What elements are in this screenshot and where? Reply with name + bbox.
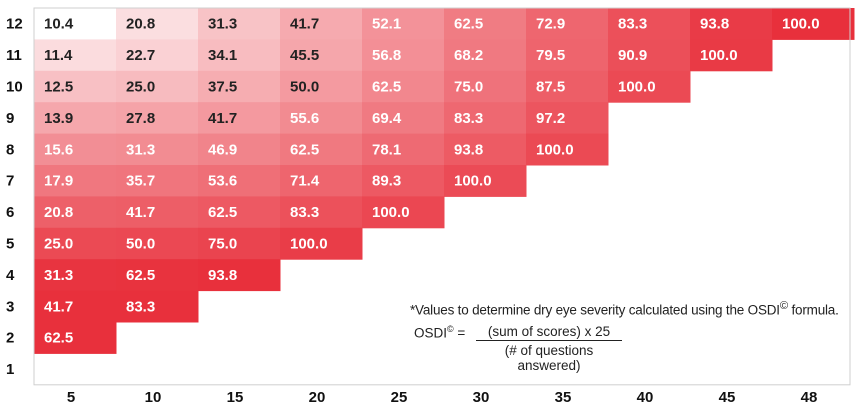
- x-tick-label: 20: [308, 389, 326, 406]
- cell-value: 100.0: [618, 78, 656, 96]
- cell-value: 83.3: [618, 15, 648, 33]
- cell-value: 53.6: [208, 172, 238, 190]
- cell-value: 62.5: [126, 266, 156, 284]
- formula-equals: =: [453, 325, 466, 340]
- x-tick-label: 30: [472, 389, 490, 406]
- cell-value: 89.3: [372, 172, 402, 190]
- formula-copyright: ©: [447, 323, 454, 334]
- cell-value: 25.0: [126, 78, 156, 96]
- cell-value: 75.0: [208, 235, 238, 253]
- cell-value: 87.5: [536, 78, 566, 96]
- cell-value: 100.0: [782, 15, 820, 33]
- cell-value: 41.7: [208, 109, 238, 127]
- cell-value: 93.8: [700, 15, 730, 33]
- x-tick-label: 48: [800, 389, 818, 406]
- cell-value: 37.5: [208, 78, 238, 96]
- cell-value: 41.7: [290, 15, 320, 33]
- y-tick-label: 8: [6, 141, 15, 159]
- cell-value: 62.5: [290, 141, 320, 159]
- cell-value: 90.9: [618, 47, 648, 65]
- formula-osdi-label: OSDI: [414, 325, 448, 340]
- cell-value: 10.4: [44, 15, 74, 33]
- cell-value: 100.0: [700, 47, 738, 65]
- cell-value: 78.1: [372, 141, 402, 159]
- cell-value: 15.6: [44, 141, 74, 159]
- footnote-copyright: ©: [779, 300, 788, 312]
- cell-value: 13.9: [44, 109, 74, 127]
- footnote: [410, 300, 850, 373]
- x-tick-label: 40: [636, 389, 654, 406]
- cell-value: 41.7: [126, 204, 156, 222]
- cell-value: 20.8: [44, 204, 74, 222]
- cell-value: 41.7: [44, 298, 74, 316]
- cell-value: 34.1: [208, 47, 238, 65]
- cell-value: 31.3: [44, 266, 74, 284]
- cell-value: 83.3: [126, 298, 156, 316]
- cell-value: 69.4: [372, 109, 402, 127]
- cell-value: 45.5: [290, 47, 320, 65]
- x-tick-label: 25: [390, 389, 408, 406]
- cell-value: 46.9: [208, 141, 238, 159]
- x-axis-labels: [67, 389, 818, 406]
- y-tick-label: 10: [6, 78, 23, 96]
- cell-value: 50.0: [290, 78, 320, 96]
- cell-value: 62.5: [208, 204, 238, 222]
- cell-value: 12.5: [44, 78, 74, 96]
- x-tick-label: 45: [718, 389, 736, 406]
- cell-value: 22.7: [126, 47, 156, 65]
- cell-value: 62.5: [44, 329, 74, 347]
- formula-lhs: [414, 324, 465, 341]
- cell-value: 27.8: [126, 109, 156, 127]
- cell-value: 100.0: [290, 235, 328, 253]
- cell-value: 11.4: [44, 47, 73, 65]
- formula-numerator: (sum of scores) x 25: [476, 324, 622, 341]
- y-axis-labels: [6, 16, 23, 378]
- x-tick-label: 10: [144, 389, 162, 406]
- footnote-end: formula.: [787, 302, 839, 318]
- x-tick-label: 15: [226, 389, 244, 406]
- x-tick-label: 5: [66, 389, 76, 406]
- cell-value: 83.3: [290, 204, 320, 222]
- cell-value: 68.2: [454, 47, 484, 65]
- x-tick-label: 35: [554, 389, 572, 406]
- cell-value: 31.3: [208, 15, 238, 33]
- y-tick-label: 9: [6, 109, 15, 127]
- cell-value: 100.0: [536, 141, 574, 159]
- cell-value: 52.1: [372, 15, 402, 33]
- cell-value: 71.4: [290, 172, 320, 190]
- cell-value: 93.8: [208, 266, 238, 284]
- y-tick-label: 5: [6, 235, 15, 253]
- cell-value: 93.8: [454, 141, 484, 159]
- y-tick-label: 4: [6, 266, 15, 284]
- y-tick-label: 11: [6, 47, 22, 65]
- cell-value: 20.8: [126, 15, 156, 33]
- footnote-main: *Values to determine dry eye severity calculated using the OSDI: [410, 302, 780, 318]
- y-tick-label: 6: [6, 204, 15, 222]
- cell-value: 62.5: [372, 78, 402, 96]
- osdi-formula: [414, 322, 850, 373]
- y-tick-label: 2: [6, 329, 15, 347]
- cell-value: 55.6: [290, 109, 320, 127]
- cell-value: 100.0: [372, 204, 410, 222]
- cell-value: 35.7: [126, 172, 156, 190]
- cell-value: 25.0: [44, 235, 74, 253]
- cell-value: 100.0: [454, 172, 492, 190]
- footnote-text: [410, 300, 850, 318]
- y-tick-label: 3: [6, 298, 15, 316]
- cell-value: 79.5: [536, 47, 566, 65]
- cell-value: 83.3: [454, 109, 484, 127]
- cell-value: 97.2: [536, 109, 566, 127]
- cell-value: 75.0: [454, 78, 484, 96]
- y-tick-label: 7: [6, 172, 15, 190]
- y-tick-label: 12: [6, 15, 23, 33]
- y-tick-label: 1: [6, 361, 15, 379]
- cell-value: 72.9: [536, 15, 566, 33]
- cell-value: 56.8: [372, 47, 402, 65]
- cell-value: 31.3: [126, 141, 156, 159]
- cell-value: 17.9: [44, 172, 74, 190]
- cell-value: 62.5: [454, 15, 484, 33]
- formula-denominator: (# of questions answered): [504, 342, 594, 373]
- cell-value: 50.0: [126, 235, 156, 253]
